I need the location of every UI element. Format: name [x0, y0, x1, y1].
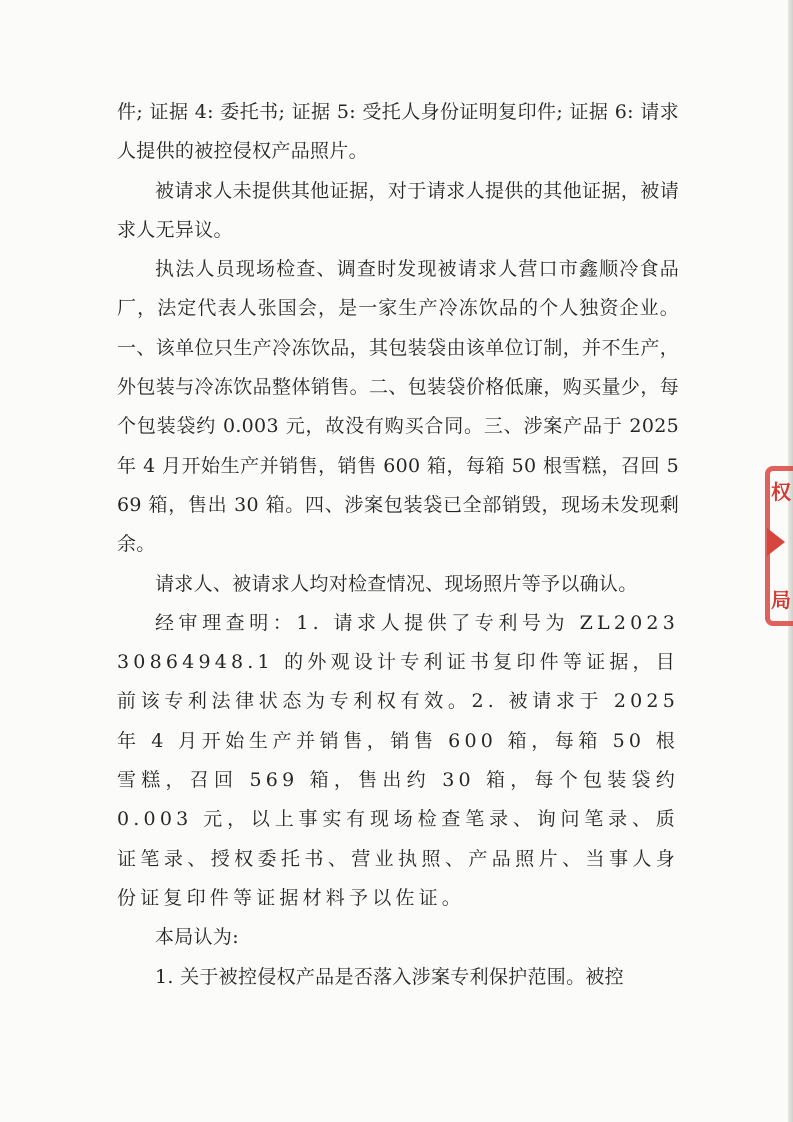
paragraph-bureau-opinion-heading: 本局认为: [155, 926, 239, 949]
seal-char-bottom: 局 [771, 588, 791, 612]
document-body [117, 93, 679, 997]
seal-star-icon [767, 528, 785, 556]
paragraph-respondent-evidence: 被请求人未提供其他证据，对于请求人提供的其他证据，被请求人无异议。 [117, 179, 679, 241]
paragraph-confirmation: 请求人、被请求人均对检查情况、现场照片等予以确认。 [155, 572, 638, 595]
official-seal-stamp [763, 466, 793, 646]
paragraph-scope-analysis: 1. 关于被控侵权产品是否落入涉案专利保护范围。被控 [155, 965, 624, 988]
paragraph-findings: 经审理查明：1. 请求人提供了专利号为 ZL202330864948.1 的外观设计专利证书复印件等证据，目前该专利法律状态为专利权有效。2. 被请求于 2025 年 4 月开始生产并销售，销售 600 箱，每箱 50 根雪糕，召回 569 箱，售出约 30 箱，每个包装袋约 0.003 元，以上事实有现场检查笔录、询问笔录、质证笔录、授权委托书、营业执照、产品照片、当事人身份证复印件等证据材料予以佐证。 [117, 611, 679, 909]
paragraph-site-inspection: 执法人员现场检查、调查时发现被请求人营口市鑫顺冷食品厂，法定代表人张国会，是一家生产冷冻饮品的个人独资企业。一、该单位只生产冷冻饮品，其包装袋由该单位订制，并不生产，外包装与冷冻饮品整体销售。二、包装袋价格低廉，购买量少，每个包装袋约 0.003 元，故没有购买合同。三、涉案产品于 2025 年 4 月开始生产并销售，销售 600 箱，每箱 50 根雪糕，召回 569 箱，售出 30 箱。四、涉案包装袋已全部销毁，现场未发现剩余。 [117, 258, 679, 556]
seal-char-top: 权 [771, 480, 791, 504]
paragraph-evidence-list: 件; 证据 4: 委托书; 证据 5: 受托人身份证明复印件; 证据 6: 请求人提供的被控侵权产品照片。 [117, 101, 679, 163]
